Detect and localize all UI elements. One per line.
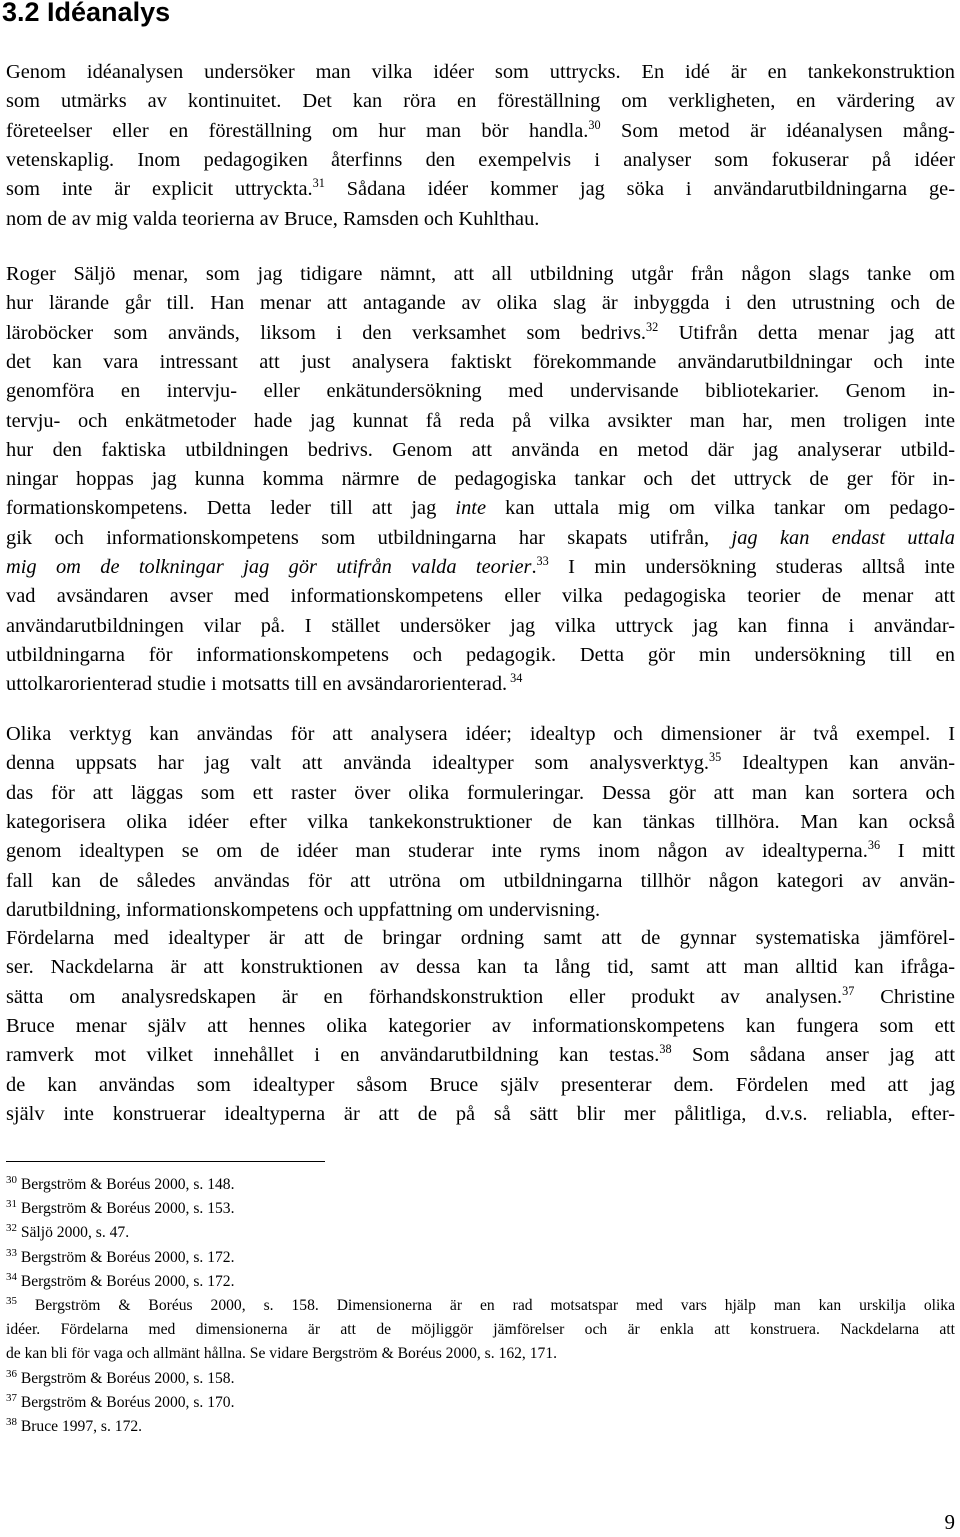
- text-run: det kan vara intressant att just analysera faktiskt förekommande användarutbildningar och inte: [6, 350, 955, 373]
- footnote-line: [6, 1319, 955, 1341]
- footnote-number: 36: [6, 1367, 17, 1380]
- text-line: [6, 720, 955, 748]
- text-line: [6, 524, 955, 552]
- text-line: [6, 260, 955, 288]
- footnote-text: Bergström & Boréus 2000, s. 158.: [20, 1369, 235, 1387]
- text-run: denna uppsats har jag valt att använda idealtyper som analysverktyg.: [6, 752, 710, 775]
- text-line: [6, 641, 955, 669]
- footnote-reference: 30: [588, 117, 601, 132]
- text-line: [6, 1071, 955, 1099]
- footnote-reference: 34: [507, 671, 523, 686]
- footnote-line: [6, 1174, 955, 1196]
- text-line: [6, 494, 955, 522]
- footnote-number: 34: [6, 1270, 17, 1283]
- text-run: fall kan de således användas för att utröna om utbildningarna tillhör någon kategori av använ-: [6, 869, 955, 892]
- footnote-line: [6, 1416, 955, 1438]
- footnote-number: 33: [6, 1246, 17, 1259]
- footnote-line: [6, 1222, 955, 1244]
- footnote-text: Bergström & Boréus 2000, s. 172.: [20, 1248, 235, 1266]
- text-run: I min undersökning studeras alltså inte: [548, 556, 955, 578]
- text-line: [6, 582, 955, 610]
- footnote-line: [6, 1247, 955, 1269]
- footnote-reference: 33: [536, 554, 549, 569]
- footnote-line: [6, 1271, 955, 1293]
- footnote-reference: 36: [867, 838, 881, 853]
- text-line: [6, 896, 955, 924]
- text-run: läroböcker som används, liksom i den verksamhet som bedrivs.: [6, 321, 647, 344]
- footnote-text: idéer. Fördelarna med dimensionerna är att de möjliggör jämförelser och är enkla att konstruera. Nackdelarna att: [6, 1321, 955, 1339]
- text-line: [6, 205, 955, 233]
- footnote-number: 37: [6, 1391, 17, 1404]
- text-run: användarutbildningen vilar på. I stället undersöker jag vilka uttryck jag kan finna i användar-: [6, 614, 955, 637]
- text-line: [6, 924, 955, 952]
- text-run: hur lärande går till. Han menar att antagande av olika slag är inbyggda i den utrustning och de: [6, 292, 955, 315]
- footnote-text: Bergström & Boréus 2000, s. 153.: [20, 1200, 235, 1218]
- text-run: utbildningarna för informationskompetens och pedagogik. Detta gör min undersökning till en: [6, 643, 955, 666]
- text-run: Som sådana anser jag att: [671, 1044, 955, 1067]
- text-run: Idealtypen kan använ-: [721, 752, 955, 775]
- text-run: tervju- och enkätmetoder hade jag kunnat få reda på vilka avsikter man har, men troligen inte: [6, 409, 955, 432]
- footnote-number: 35: [6, 1294, 17, 1307]
- text-line: [6, 1041, 955, 1069]
- footnote-separator: [6, 1161, 325, 1162]
- text-run: kategorisera olika idéer efter vilka tankekonstruktioner de kan tänkas tillhöra. Man kan också: [6, 810, 955, 833]
- emphasis-text: mig om de tolkningar jag gör utifrån valda teorier: [6, 556, 532, 578]
- text-run: Genom idéanalysen undersöker man vilka idéer som uttrycks. En idé är en tankekonstruktion: [6, 61, 955, 83]
- text-run: formationskompetens. Detta leder till att jag: [6, 497, 456, 520]
- footnote-number: 31: [6, 1198, 17, 1210]
- text-line: [6, 87, 955, 115]
- footnote-line: [6, 1198, 955, 1220]
- text-line: [6, 553, 955, 581]
- text-run: nom de av mig valda teorierna av Bruce, Ramsden och Kuhlthau.: [6, 207, 540, 230]
- text-line: [6, 749, 955, 777]
- text-run: Bruce menar själv att hennes olika kategorier av informationskompetens kan fungera som ett: [6, 1014, 955, 1037]
- footnote-number: 32: [6, 1222, 17, 1235]
- text-line: [6, 377, 955, 405]
- footnote-reference: 35: [709, 750, 722, 765]
- text-line: [6, 953, 955, 981]
- text-run: vetenskaplig. Inom pedagogiken återfinns den exempelvis i analyser som fokuserar på idéer: [6, 148, 955, 171]
- footnote-text: Bergström & Boréus 2000, s. 158. Dimensionerna är en rad motsatspar med vars hjälp man kan urskilja olika: [34, 1297, 955, 1314]
- text-run: Christine: [854, 985, 955, 1008]
- text-line: [6, 407, 955, 435]
- text-run: genom idealtypen se om de idéer man studerar inte ryms inom någon av idealtyperna.: [6, 840, 868, 863]
- text-line: [6, 117, 955, 145]
- text-line: [6, 612, 955, 640]
- text-line: [6, 670, 955, 698]
- text-run: Olika verktyg kan användas för att analysera idéer; idealtyp och dimensioner är två exempel. I: [6, 723, 955, 745]
- footnote-text: Bergström & Boréus 2000, s. 172.: [20, 1272, 235, 1290]
- text-run: uttolkarorienterad studie i motsatts till en avsändarorienterad.: [6, 673, 508, 696]
- text-run: själv inte konstruerar idealtyperna är att de på så sätt blir mer pålitliga, d.v.s. reliabla, efter-: [6, 1102, 955, 1125]
- text-line: [6, 436, 955, 464]
- footnote-text: de kan bli för vaga och allmänt hållna. Se vidare Bergström & Boréus 2000, s. 162, 171.: [6, 1345, 558, 1363]
- footnote-reference: 31: [312, 176, 325, 191]
- text-line: [6, 1100, 955, 1128]
- footnote-line: [6, 1343, 955, 1365]
- text-run: Fördelarna med idealtyper är att de bringar ordning samt att de gynnar systematiska jämförel-: [6, 927, 955, 949]
- text-run: Roger Säljö menar, som jag tidigare nämnt, att all utbildning utgår från någon slags tanke om: [6, 263, 955, 285]
- text-run: Utifrån detta menar jag att: [658, 321, 955, 344]
- text-line: [6, 319, 955, 347]
- footnote-reference: 32: [646, 319, 659, 334]
- text-run: das för att läggas som ett raster över olika formuleringar. Dessa gör att man kan sortera och: [6, 781, 955, 804]
- text-run: hur den faktiska utbildningen bedrivs. Genom att använda en metod där jag analyserar utbild-: [6, 438, 955, 461]
- text-run: vad avsändaren avser med informationskompetens eller vilka pedagogiska teorier de menar att: [6, 585, 955, 608]
- footnote-reference: 38: [659, 1042, 672, 1057]
- footnote-text: Bergström & Boréus 2000, s. 148.: [20, 1176, 235, 1193]
- text-run: de kan användas som idealtyper såsom Bruce själv presenterar dem. Fördelen med att jag: [6, 1073, 955, 1096]
- text-line: [6, 465, 955, 493]
- text-line: [6, 58, 955, 86]
- text-run: I mitt: [880, 840, 955, 863]
- page-number: 9: [944, 1510, 955, 1534]
- text-run: Som metod är idéanalysen mång-: [600, 119, 955, 142]
- text-run: företeelser eller en föreställning om hur man bör handla.: [6, 119, 589, 142]
- text-run: som utmärks av kontinuitet. Det kan röra en föreställning om verkligheten, en värdering av: [6, 90, 955, 113]
- text-line: [6, 808, 955, 836]
- section-heading: 3.2 Idéanalys: [2, 0, 171, 27]
- text-line: [6, 175, 955, 203]
- text-run: ramverk mot vilket innehållet i en användarutbildning kan testas.: [6, 1044, 660, 1067]
- text-line: [6, 1012, 955, 1040]
- text-run: kan uttala mig om vilka tankar om pedago-: [486, 497, 955, 520]
- footnote-line: [6, 1392, 955, 1414]
- text-run: sätta om analysredskapen är en förhandskonstruktion eller produkt av analysen.: [6, 985, 843, 1008]
- text-run: darutbildning, informationskompetens och uppfattning om undervisning.: [6, 898, 601, 921]
- footnote-text: Säljö 2000, s. 47.: [20, 1224, 130, 1242]
- text-run: som inte är explicit uttryckta.: [6, 178, 313, 201]
- footnote-text: Bruce 1997, s. 172.: [20, 1418, 143, 1435]
- text-line: [6, 289, 955, 317]
- footnote-number: 38: [6, 1415, 17, 1428]
- text-run: .: [531, 556, 537, 578]
- emphasis-text: inte: [455, 497, 486, 520]
- text-run: ser. Nackdelarna är att konstruktionen av dessa kan ta lång tid, samt att man alltid kan ifråga-: [6, 956, 955, 979]
- text-line: [6, 146, 955, 174]
- footnote-line: [6, 1295, 955, 1317]
- text-line: [6, 983, 955, 1011]
- text-line: [6, 779, 955, 807]
- footnote-text: Bergström & Boréus 2000, s. 170.: [20, 1393, 235, 1411]
- footnote-line: [6, 1368, 955, 1390]
- footnote-number: 30: [6, 1173, 17, 1186]
- emphasis-text: jag kan endast uttala: [731, 526, 955, 549]
- footnote-reference: 37: [842, 983, 855, 998]
- text-run: ningar hoppas jag kunna komma närmre de pedagogiska tankar och det uttryck de ger för in-: [6, 468, 955, 491]
- text-line: [6, 348, 955, 376]
- text-line: [6, 867, 955, 895]
- text-run: genomföra en intervju- eller enkätundersökning med undervisande bibliotekarier. Genom in-: [6, 380, 955, 403]
- text-run: Sådana idéer kommer jag söka i användarutbildningarna ge-: [324, 178, 955, 201]
- text-run: gik och informationskompetens som utbildningarna har skapats utifrån,: [6, 526, 732, 549]
- text-line: [6, 837, 955, 865]
